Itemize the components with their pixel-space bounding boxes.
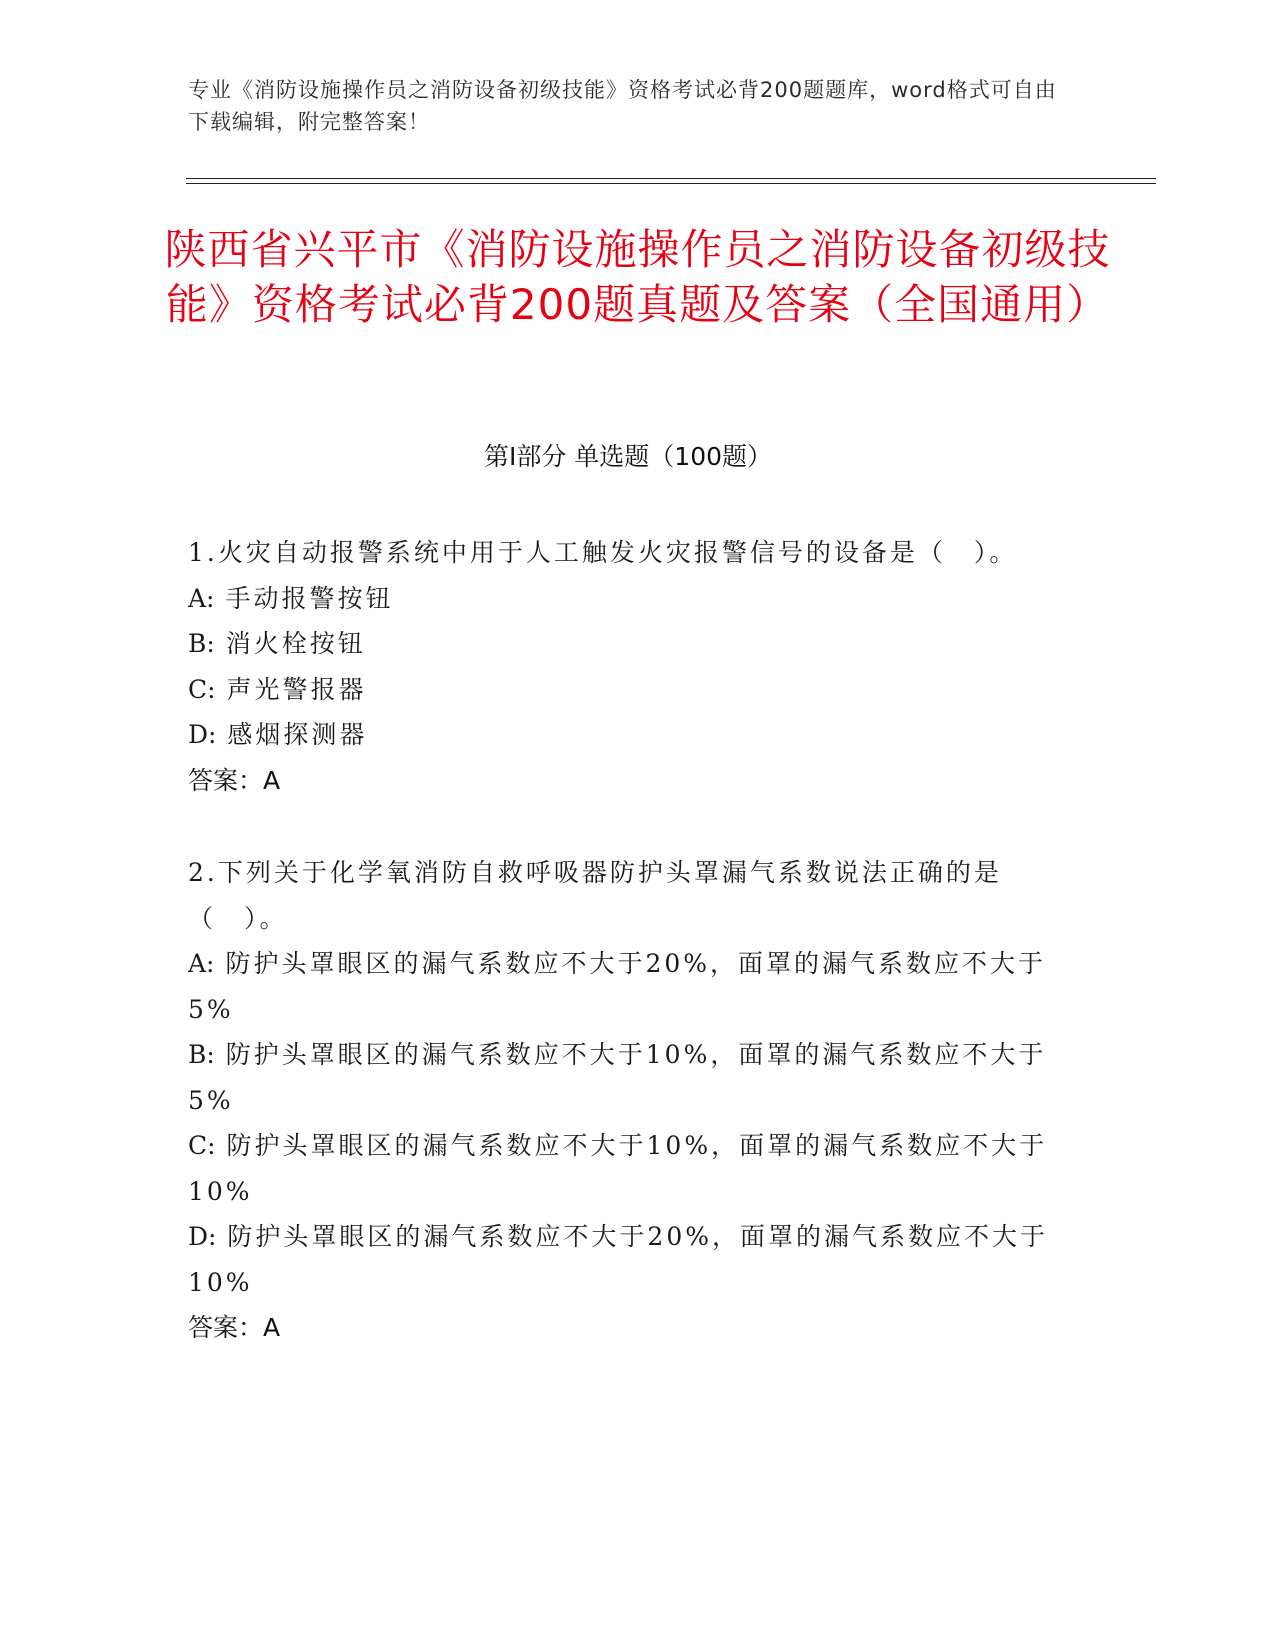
document-title: 陕西省兴平市《消防设施操作员之消防设备初级技能》资格考试必背200题真题及答案（全国通用） (164, 225, 1111, 329)
header-divider-top (186, 178, 1156, 179)
option-b (188, 1032, 1068, 1123)
option-letter: A: (188, 583, 215, 613)
option-text: 手动报警按钮 (225, 583, 394, 613)
option-text: 防护头罩眼区的漏气系数应不大于20%，面罩的漏气系数应不大于10% (188, 1222, 1048, 1297)
option-d (188, 1214, 1068, 1305)
answer: 答案：A (188, 1313, 281, 1342)
option-text: 防护头罩眼区的漏气系数应不大于10%，面罩的漏气系数应不大于10% (188, 1131, 1048, 1206)
option-text: 消火栓按钮 (225, 629, 366, 658)
option-text: 防护头罩眼区的漏气系数应不大于20%，面罩的漏气系数应不大于5% (188, 949, 1047, 1024)
option-letter: B: (188, 1040, 215, 1069)
option-letter: C: (188, 674, 216, 704)
option-letter: B: (188, 629, 215, 658)
option-letter: D: (188, 720, 217, 749)
header-note: 专业《消防设施操作员之消防设备初级技能》资格考试必背200题题库，word格式可自由下载编辑，附完整答案！ (188, 78, 1057, 134)
option-c (188, 1123, 1068, 1214)
question-1 (188, 530, 1068, 803)
option-text: 感烟探测器 (227, 720, 368, 749)
option-a (188, 941, 1068, 1032)
question-stem: 1.火灾自动报警系统中用于人工触发火灾报警信号的设备是（ ）。 (188, 538, 1018, 567)
section-title: 第Ⅰ部分 单选题（100题） (483, 442, 773, 471)
option-b (188, 621, 1068, 667)
option-letter: D: (188, 1222, 217, 1251)
option-d (188, 712, 1068, 758)
option-c (188, 667, 1068, 713)
question-stem: 2.下列关于化学氧消防自救呼吸器防护头罩漏气系数说法正确的是（ ）。 (188, 858, 1002, 933)
option-letter: A: (188, 949, 215, 978)
option-text: 防护头罩眼区的漏气系数应不大于10%，面罩的漏气系数应不大于5% (188, 1040, 1047, 1115)
option-a (188, 576, 1068, 622)
answer: 答案：A (188, 765, 281, 795)
question-2 (188, 850, 1068, 1351)
option-text: 声光警报器 (226, 674, 367, 704)
option-letter: C: (188, 1131, 216, 1160)
header-divider-bottom (186, 183, 1156, 184)
